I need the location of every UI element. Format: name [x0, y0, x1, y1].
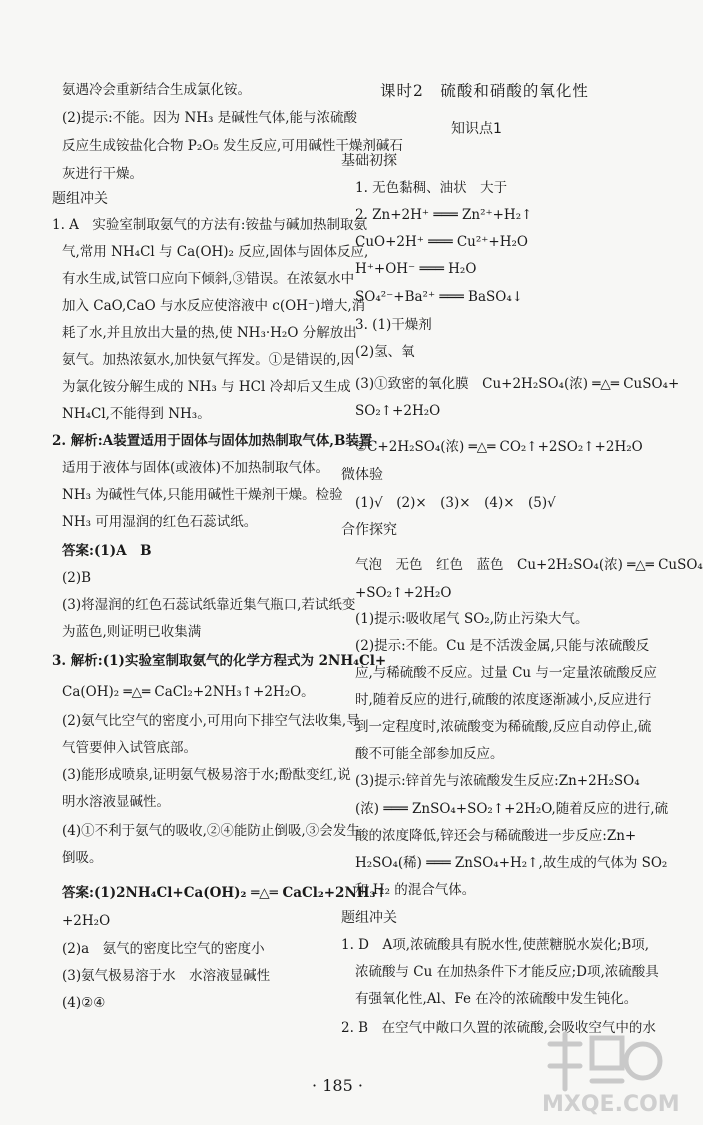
text-line: 和 H₂ 的混合气体。 [355, 882, 476, 898]
equation-line: SO₄²⁻+Ba²⁺ ═══ BaSO₄↓ [355, 289, 524, 305]
page-number: · 185 · [312, 1076, 363, 1095]
text-line: 为蓝色,则证明已收集满 [62, 624, 202, 640]
equation-line: +SO₂↑+2H₂O [355, 585, 452, 601]
knowledge-point-heading: 知识点1 [451, 121, 502, 137]
text-line: 为氯化铵分解生成的 NH₃ 与 HCl 冷却后又生成 [62, 379, 351, 395]
equation-line: SO₂↑+2H₂O [355, 403, 441, 419]
equation-line: Ca(OH)₂ ═△═ CaCl₂+2NH₃↑+2H₂O。 [62, 684, 315, 700]
text-line: 适用于液体与固体(或液体)不加热制取气体。 [62, 460, 330, 476]
text-line: 2. 解析:A装置适用于固体与固体加热制取气体,B装置 [52, 433, 373, 449]
answer-line: 答案:(1)A B [62, 543, 152, 559]
text-line: 灰进行干燥。 [62, 166, 143, 182]
text-line: (4)①不利于氨气的吸收,②④能防止倒吸,③会发生 [62, 823, 360, 839]
text-line: 浓硫酸与 Cu 在加热条件下才能反应;D项,浓硫酸具 [355, 964, 659, 980]
text-line: (2)提示:不能。Cu 是不活泼金属,只能与浓硫酸反 [355, 638, 650, 654]
text-line: 气管要伸入试管底部。 [62, 740, 197, 756]
text-line: 应,与稀硫酸不反应。过量 Cu 与一定量浓硫酸反应 [355, 665, 657, 681]
text-line: 气,常用 NH₄Cl 与 Ca(OH)₂ 反应,固体与固体反应, [62, 244, 369, 260]
text-line: (2)提示:不能。因为 NH₃ 是碱性气体,能与浓硫酸 [62, 110, 358, 126]
text-line: (2)氨气比空气的密度小,可用向下排空气法收集,导 [62, 713, 360, 729]
text-line: (3)将湿润的红色石蕊试纸靠近集气瓶口,若试纸变 [62, 597, 356, 613]
section-heading: 合作探究 [341, 522, 397, 538]
section-heading: 题组冲关 [52, 191, 108, 207]
equation-line: 气泡 无色 红色 蓝色 Cu+2H₂SO₄(浓) ═△═ CuSO₄ [355, 557, 703, 573]
text-line: (2)B [62, 570, 92, 586]
text-line: NH₃ 为碱性气体,只能用碱性干燥剂干燥。检验 [62, 487, 343, 503]
text-line: 3. 解析:(1)实验室制取氨气的化学方程式为 2NH₄Cl+ [52, 653, 387, 669]
text-line: NH₄Cl,不能得到 NH₃。 [62, 406, 211, 422]
text-line: (3)提示:锌首先与浓硫酸发生反应:Zn+2H₂SO₄ [355, 773, 640, 789]
equation-line: H₂SO₄(稀) ═══ ZnSO₄+H₂↑,故生成的气体为 SO₂ [355, 855, 668, 871]
text-line: 氨气。加热浓氨水,加快氨气挥发。①是错误的,因 [62, 352, 355, 368]
text-line: (2)氢、氧 [355, 344, 415, 360]
text-line: 1. A 实验室制取氨气的方法有:铵盐与碱加热制取氨 [52, 217, 367, 233]
text-line: (3)能形成喷泉,证明氨气极易溶于水;酚酞变红,说 [62, 767, 351, 783]
text-line: 2. B 在空气中敞口久置的浓硫酸,会吸收空气中的水 [341, 1020, 656, 1036]
lesson-title: 课时2 硫酸和硝酸的氧化性 [380, 82, 589, 100]
text-line: 到一定程度时,浓硫酸变为稀硫酸,反应自动停止,硫 [355, 719, 652, 735]
text-line: 耗了水,并且放出大量的热,使 NH₃·H₂O 分解放出 [62, 325, 357, 341]
text-line: (3)氨气极易溶于水 水溶液显碱性 [62, 968, 271, 984]
text-line: NH₃ 可用湿润的红色石蕊试纸。 [62, 514, 258, 530]
equation-line: ②C+2H₂SO₄(浓) ═△═ CO₂↑+2SO₂↑+2H₂O [355, 439, 643, 455]
text-line: 加入 CaO,CaO 与水反应使溶液中 c(OH⁻)增大,消 [62, 298, 366, 314]
equation-line: CuO+2H⁺ ═══ Cu²⁺+H₂O [355, 234, 528, 250]
equation-line: 2. Zn+2H⁺ ═══ Zn²⁺+H₂↑ [355, 207, 533, 223]
answer-line: 答案:(1)2NH₄Cl+Ca(OH)₂ ═△═ CaCl₂+2NH₃↑ [62, 885, 387, 901]
equation-line: (3)①致密的氧化膜 Cu+2H₂SO₄(浓) ═△═ CuSO₄+ [355, 376, 680, 392]
text-line: (1)√ (2)× (3)× (4)× (5)√ [355, 495, 556, 511]
text-line: 有水生成,试管口应向下倾斜,③错误。在浓氨水中 [62, 271, 355, 287]
equation-line: 酸的浓度降低,锌还会与稀硫酸进一步反应:Zn+ [355, 828, 637, 844]
text-line: 反应生成铵盐化合物 P₂O₅ 发生反应,可用碱性干燥剂碱石 [62, 138, 403, 154]
text-line: (2)a 氨气的密度比空气的密度小 [62, 941, 265, 957]
text-line: 有强氧化性,Al、Fe 在冷的浓硫酸中发生钝化。 [355, 991, 638, 1007]
text-line: (4)②④ [62, 995, 106, 1011]
text-line: (1)提示:吸收尾气 SO₂,防止污染大气。 [355, 611, 589, 627]
section-heading: 微体验 [341, 467, 383, 483]
text-line: 明水溶液显碱性。 [62, 794, 170, 810]
equation-line: (浓) ═══ ZnSO₄+SO₂↑+2H₂O,随着反应的进行,硫 [355, 801, 669, 817]
text-line: 时,随着反应的进行,硫酸的浓度逐渐减小,反应进行 [355, 692, 652, 708]
equation-line: H⁺+OH⁻ ═══ H₂O [355, 261, 477, 277]
section-heading: 基础初探 [341, 153, 397, 169]
watermark-logo [540, 1026, 680, 1117]
text-line: 1. 无色黏稠、油状 大于 [355, 180, 508, 196]
section-heading: 题组冲关 [341, 910, 397, 926]
equation-line: +2H₂O [62, 913, 111, 929]
text-line: 氨遇冷会重新结合生成氯化铵。 [62, 82, 251, 98]
text-line: 1. D A项,浓硫酸具有脱水性,使蔗糖脱水炭化;B项, [341, 937, 650, 953]
text-line: 酸不可能全部参加反应。 [355, 746, 504, 762]
svg-text:MXQE.COM: MXQE.COM [542, 1092, 680, 1117]
text-line: 3. (1)干燥剂 [355, 317, 432, 333]
text-line: 倒吸。 [62, 850, 103, 866]
